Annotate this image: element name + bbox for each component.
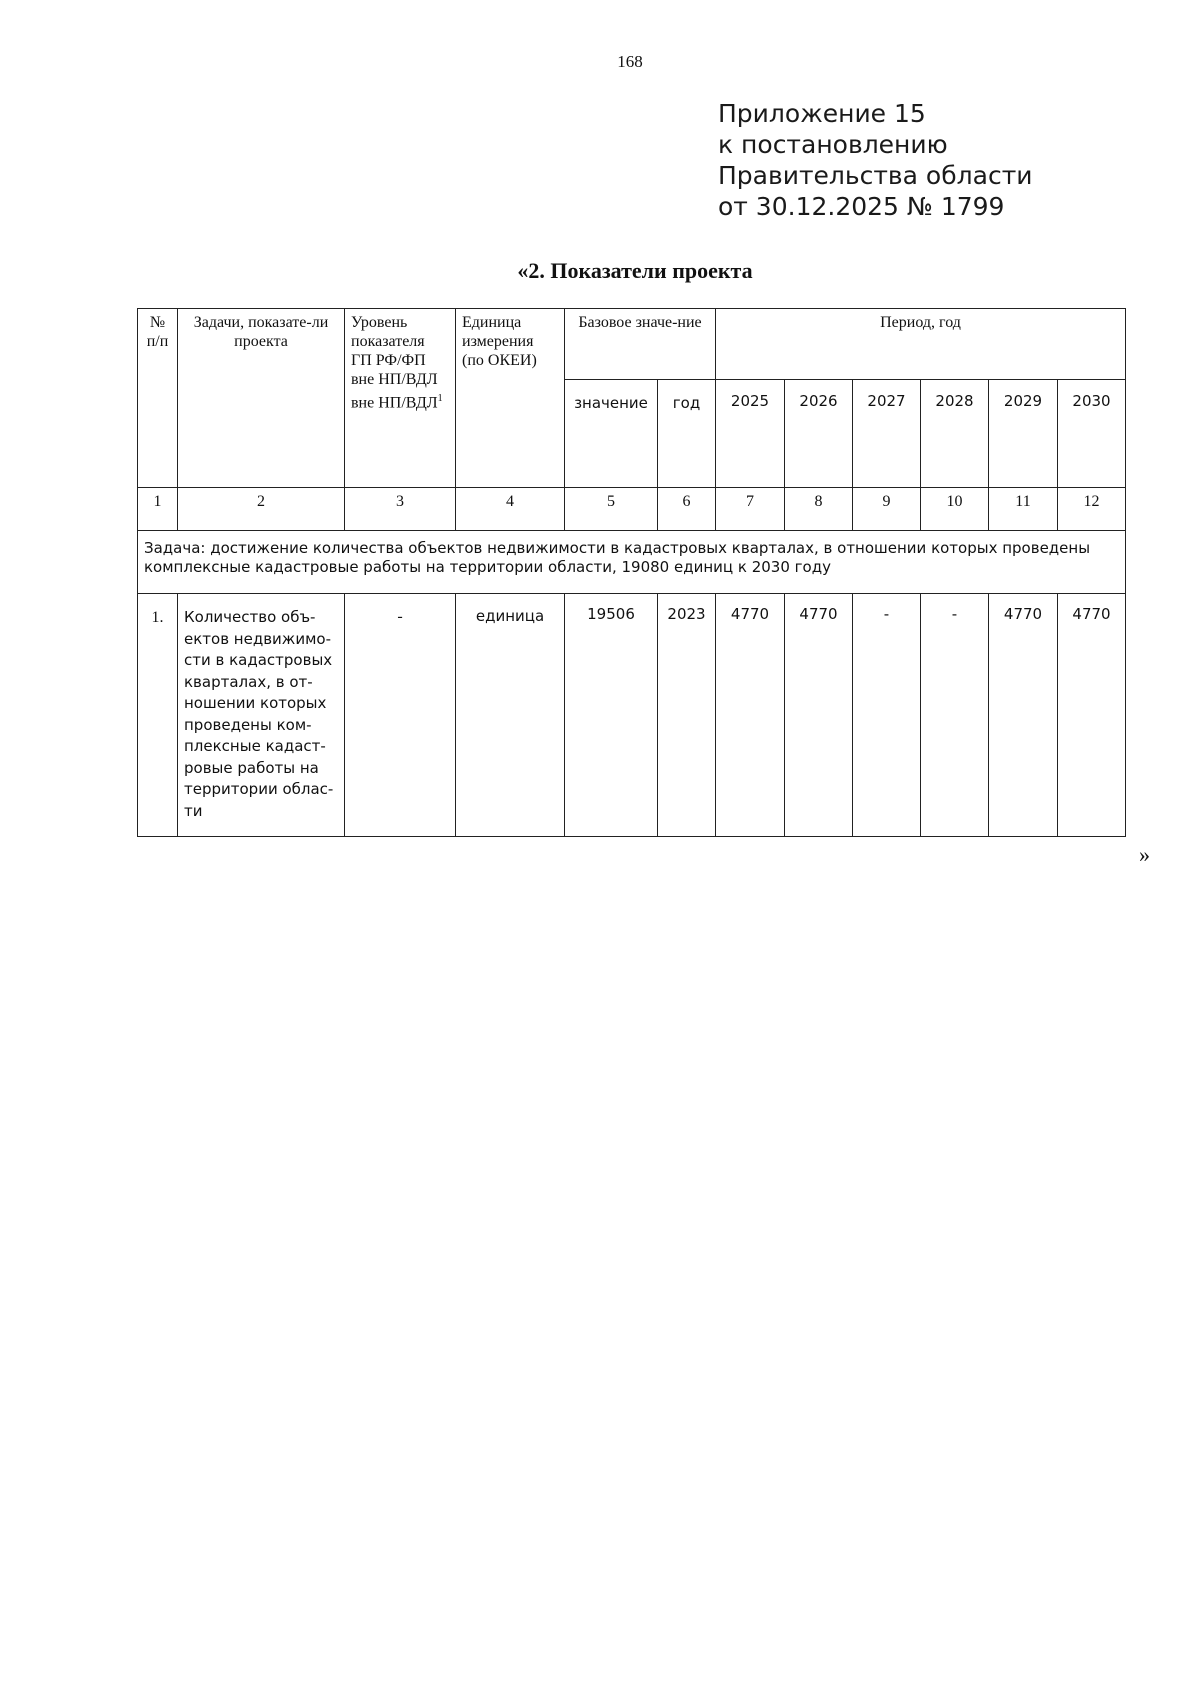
column-number: 4 xyxy=(456,488,565,531)
column-number: 9 xyxy=(853,488,921,531)
header-num: № п/п xyxy=(138,309,178,488)
row-value-2029: 4770 xyxy=(989,594,1058,837)
header-year: 2025 xyxy=(716,380,785,488)
column-number: 7 xyxy=(716,488,785,531)
row-unit: единица xyxy=(456,594,565,837)
row-value-2030: 4770 xyxy=(1058,594,1126,837)
appendix-line: Правительства области xyxy=(718,161,1033,190)
appendix-line: Приложение 15 xyxy=(718,99,926,128)
column-number: 8 xyxy=(785,488,853,531)
page-number: 168 xyxy=(617,52,643,71)
row-num: 1. xyxy=(138,594,178,837)
row-value-2027: - xyxy=(853,594,921,837)
row-base-year: 2023 xyxy=(658,594,716,837)
column-number: 6 xyxy=(658,488,716,531)
header-level-text: Уровень показателя ГП РФ/ФП вне НП/ВДЛ вне НП/ВДЛ xyxy=(351,314,438,412)
row-level: - xyxy=(345,594,456,837)
header-year: 2030 xyxy=(1058,380,1126,488)
closing-quote: » xyxy=(1139,842,1150,867)
task-row xyxy=(138,531,1126,594)
header-year: 2027 xyxy=(853,380,921,488)
header-base: Базовое значе-ние xyxy=(565,309,716,380)
row-value-2028: - xyxy=(921,594,989,837)
header-base-year: год xyxy=(658,380,716,488)
table-row xyxy=(138,594,1126,837)
column-number: 1 xyxy=(138,488,178,531)
column-number: 2 xyxy=(178,488,345,531)
column-number: 10 xyxy=(921,488,989,531)
header-level xyxy=(345,309,456,488)
footnote-mark: 1 xyxy=(437,393,443,404)
header-tasks: Задачи, показате-ли проекта xyxy=(178,309,345,488)
appendix-line: от 30.12.2025 № 1799 xyxy=(718,192,1005,221)
header-unit: Единица измерения (по ОКЕИ) xyxy=(456,309,565,488)
column-number: 3 xyxy=(345,488,456,531)
header-year: 2029 xyxy=(989,380,1058,488)
column-number: 12 xyxy=(1058,488,1126,531)
column-number: 5 xyxy=(565,488,658,531)
appendix-line: к постановлению xyxy=(718,130,948,159)
header-year: 2026 xyxy=(785,380,853,488)
column-number-row xyxy=(138,488,1126,531)
row-value-2026: 4770 xyxy=(785,594,853,837)
header-period: Период, год xyxy=(716,309,1126,380)
section-title: «2. Показатели проекта xyxy=(517,258,753,283)
indicators-table xyxy=(137,308,1126,837)
header-base-value: значение xyxy=(565,380,658,488)
task-description: Задача: достижение количества объектов недвижимости в кадастровых кварталах, в отношении которых проведены комплексные кадастровые работы на территории области, 19080 единиц к 2030 году xyxy=(138,531,1126,594)
header-year: 2028 xyxy=(921,380,989,488)
row-value-2025: 4770 xyxy=(716,594,785,837)
header-row xyxy=(138,309,1126,380)
column-number: 11 xyxy=(989,488,1058,531)
row-indicator-name: Количество объ-ектов недвижимо-сти в кадастровых кварталах, в от-ношении которых проведены ком-плексные кадаст-ровые работы на территории облас-ти xyxy=(178,594,345,837)
appendix-block xyxy=(718,98,1033,222)
row-base-value: 19506 xyxy=(565,594,658,837)
